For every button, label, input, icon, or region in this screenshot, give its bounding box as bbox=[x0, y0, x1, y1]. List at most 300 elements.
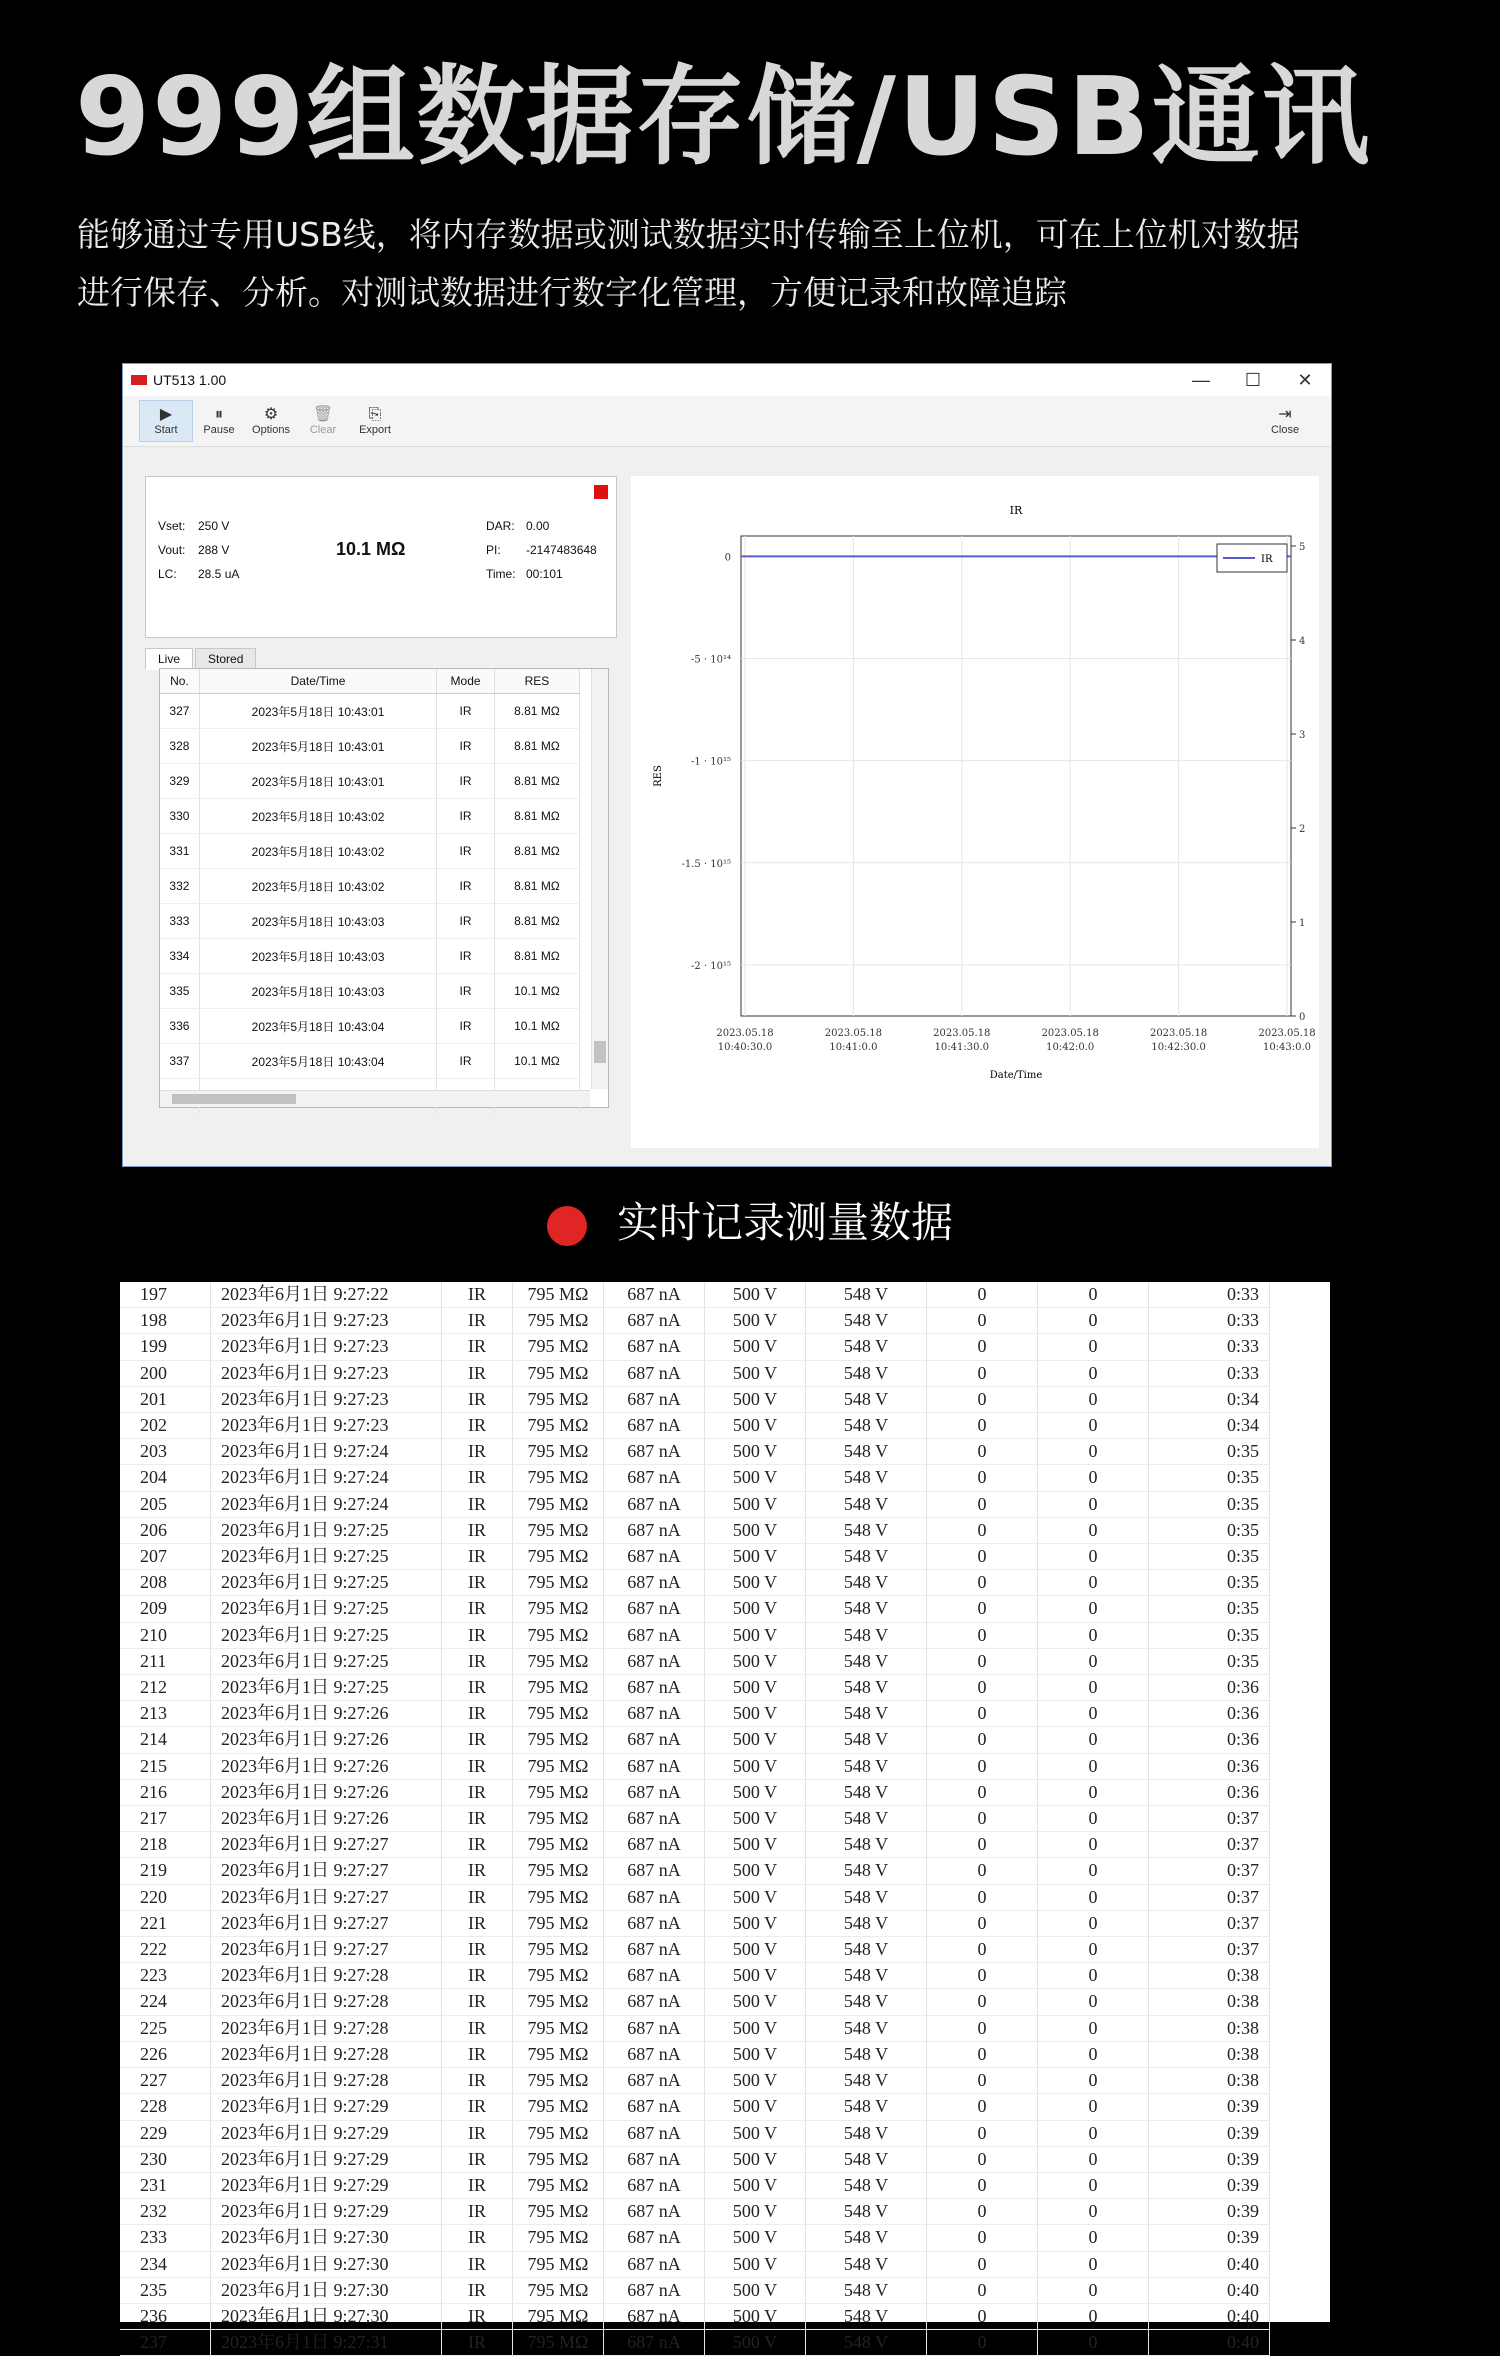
clear-button[interactable] bbox=[297, 401, 349, 441]
sheet-cell: 548 V bbox=[806, 2068, 927, 2094]
sheet-cell: 0 bbox=[927, 1308, 1038, 1334]
sheet-cell: 0 bbox=[1038, 2094, 1149, 2120]
sheet-row bbox=[120, 1701, 1270, 1727]
table-cell: 2023年5月18日 10:43:03 bbox=[199, 974, 436, 1009]
sheet-cell: IR bbox=[442, 1439, 513, 1465]
sheet-row bbox=[120, 1465, 1270, 1491]
sheet-cell: 548 V bbox=[806, 2251, 927, 2277]
table-cell: 10.1 MΩ bbox=[494, 1044, 579, 1079]
sheet-cell: IR bbox=[442, 1465, 513, 1491]
tab-live[interactable]: Live bbox=[145, 648, 193, 670]
sheet-cell: 2023年6月1日 9:27:23 bbox=[211, 1308, 442, 1334]
sheet-cell: 0 bbox=[1038, 1282, 1149, 1308]
sheet-cell: 687 nA bbox=[604, 1806, 705, 1832]
horizontal-scrollbar[interactable] bbox=[160, 1090, 590, 1107]
sheet-cell: 795 MΩ bbox=[513, 1963, 604, 1989]
sheet-cell: 0:38 bbox=[1149, 2015, 1270, 2041]
pause-button[interactable] bbox=[193, 401, 245, 441]
sheet-cell: 0 bbox=[927, 1701, 1038, 1727]
sheet-cell: 0 bbox=[1038, 2146, 1149, 2172]
sheet-cell: IR bbox=[442, 1386, 513, 1412]
sheet-cell: IR bbox=[442, 2303, 513, 2329]
export-button[interactable] bbox=[349, 401, 401, 441]
sheet-cell: IR bbox=[442, 1648, 513, 1674]
sheet-cell: 0 bbox=[927, 1937, 1038, 1963]
sheet-cell: IR bbox=[442, 2146, 513, 2172]
sheet-row bbox=[120, 1884, 1270, 1910]
sheet-cell: 220 bbox=[120, 1884, 211, 1910]
sheet-cell: 0:38 bbox=[1149, 2068, 1270, 2094]
sheet-row bbox=[120, 2094, 1270, 2120]
sheet-cell: 225 bbox=[120, 2015, 211, 2041]
sheet-cell: IR bbox=[442, 1491, 513, 1517]
left-panel bbox=[145, 476, 621, 1136]
sheet-row bbox=[120, 2225, 1270, 2251]
sheet-cell: 2023年6月1日 9:27:28 bbox=[211, 2041, 442, 2067]
table-cell: IR bbox=[437, 869, 495, 904]
sheet-cell: 210 bbox=[120, 1622, 211, 1648]
sheet-cell: 208 bbox=[120, 1570, 211, 1596]
sheet-cell: 0:35 bbox=[1149, 1517, 1270, 1543]
sheet-cell: 237 bbox=[120, 2330, 211, 2356]
sheet-row bbox=[120, 1386, 1270, 1412]
sheet-cell: 198 bbox=[120, 1308, 211, 1334]
sheet-cell: 0 bbox=[927, 1544, 1038, 1570]
x-tick-time: 10:42:30.0 bbox=[1151, 1042, 1206, 1053]
sheet-row bbox=[120, 1544, 1270, 1570]
sheet-cell: 0 bbox=[927, 1517, 1038, 1543]
table-cell: IR bbox=[437, 904, 495, 939]
sheet-cell: IR bbox=[442, 1884, 513, 1910]
table-cell: 332 bbox=[160, 869, 199, 904]
sheet-cell: 0:38 bbox=[1149, 1963, 1270, 1989]
sheet-cell: 795 MΩ bbox=[513, 1570, 604, 1596]
legend-label: IR bbox=[1261, 554, 1273, 565]
sheet-cell: IR bbox=[442, 1963, 513, 1989]
sheet-cell: 0 bbox=[927, 2041, 1038, 2067]
sheet-cell: IR bbox=[442, 2120, 513, 2146]
sheet-cell: 0 bbox=[927, 1360, 1038, 1386]
record-table bbox=[120, 1282, 1270, 2356]
sheet-cell: IR bbox=[442, 2015, 513, 2041]
sheet-cell: 795 MΩ bbox=[513, 1491, 604, 1517]
sheet-cell: 500 V bbox=[705, 1648, 806, 1674]
start-button[interactable] bbox=[139, 400, 193, 442]
table-cell: IR bbox=[437, 799, 495, 834]
sheet-cell: 548 V bbox=[806, 1753, 927, 1779]
sheet-cell: 687 nA bbox=[604, 2199, 705, 2225]
sheet-cell: 0 bbox=[1038, 1727, 1149, 1753]
tab-stored[interactable]: Stored bbox=[195, 648, 256, 670]
column-header[interactable]: Mode bbox=[437, 669, 495, 694]
window-title: UT513 1.00 bbox=[153, 372, 227, 388]
sheet-cell: 687 nA bbox=[604, 1779, 705, 1805]
sheet-cell: 687 nA bbox=[604, 1334, 705, 1360]
sheet-cell: IR bbox=[442, 1753, 513, 1779]
sheet-cell: 500 V bbox=[705, 1701, 806, 1727]
table-row[interactable] bbox=[160, 729, 580, 764]
sheet-cell: 197 bbox=[120, 1282, 211, 1308]
table-cell: 328 bbox=[160, 729, 199, 764]
table-cell: 2023年5月18日 10:43:02 bbox=[199, 799, 436, 834]
sheet-cell: 500 V bbox=[705, 2120, 806, 2146]
sheet-cell: 0 bbox=[927, 1465, 1038, 1491]
sheet-cell: 0 bbox=[1038, 2120, 1149, 2146]
dar-value: 0.00 bbox=[526, 519, 550, 533]
resistance-reading: 10.1 MΩ bbox=[336, 539, 406, 559]
sheet-cell: 2023年6月1日 9:27:24 bbox=[211, 1465, 442, 1491]
sheet-cell: 2023年6月1日 9:27:29 bbox=[211, 2172, 442, 2198]
table-cell: 337 bbox=[160, 1044, 199, 1079]
sheet-row bbox=[120, 1596, 1270, 1622]
column-header[interactable]: Date/Time bbox=[199, 669, 436, 694]
description-line-2: 进行保存、分析。对测试数据进行数字化管理，方便记录和故障追踪 bbox=[77, 273, 1067, 312]
sheet-cell: 687 nA bbox=[604, 1989, 705, 2015]
sheet-cell: 0:39 bbox=[1149, 2225, 1270, 2251]
sheet-cell: 0 bbox=[1038, 1517, 1149, 1543]
table-cell: 327 bbox=[160, 694, 199, 729]
sheet-cell: 0 bbox=[927, 1570, 1038, 1596]
sheet-cell: 548 V bbox=[806, 1308, 927, 1334]
sheet-cell: 548 V bbox=[806, 1858, 927, 1884]
sheet-cell: 0:40 bbox=[1149, 2277, 1270, 2303]
table-row[interactable] bbox=[160, 904, 580, 939]
horizontal-scroll-thumb[interactable] bbox=[172, 1094, 296, 1104]
sheet-cell: 0 bbox=[927, 2277, 1038, 2303]
section-subtitle bbox=[0, 1190, 1500, 1250]
sheet-cell: 0 bbox=[927, 1334, 1038, 1360]
table-row[interactable] bbox=[160, 764, 580, 799]
close-window-button[interactable]: ✕ bbox=[1297, 369, 1313, 390]
sheet-cell: 687 nA bbox=[604, 1910, 705, 1936]
table-cell: 2023年5月18日 10:43:03 bbox=[199, 939, 436, 974]
sheet-cell: 500 V bbox=[705, 1727, 806, 1753]
sheet-cell: 230 bbox=[120, 2146, 211, 2172]
sheet-cell: 795 MΩ bbox=[513, 1832, 604, 1858]
sheet-cell: 0 bbox=[927, 1858, 1038, 1884]
sheet-cell: 548 V bbox=[806, 2146, 927, 2172]
sheet-row bbox=[120, 2068, 1270, 2094]
sheet-cell: 687 nA bbox=[604, 1439, 705, 1465]
sheet-cell: 795 MΩ bbox=[513, 2172, 604, 2198]
sheet-cell: 500 V bbox=[705, 1963, 806, 1989]
sheet-cell: 227 bbox=[120, 2068, 211, 2094]
sheet-cell: 0:37 bbox=[1149, 1884, 1270, 1910]
sheet-cell: 548 V bbox=[806, 1779, 927, 1805]
sheet-cell: 687 nA bbox=[604, 2094, 705, 2120]
sheet-row bbox=[120, 1937, 1270, 1963]
chart-panel bbox=[631, 476, 1319, 1148]
sheet-cell: 0:35 bbox=[1149, 1570, 1270, 1596]
sheet-cell: 0 bbox=[1038, 1439, 1149, 1465]
table-cell: 331 bbox=[160, 834, 199, 869]
sheet-cell: 2023年6月1日 9:27:25 bbox=[211, 1544, 442, 1570]
sheet-cell: 0 bbox=[1038, 1858, 1149, 1884]
sheet-cell: 548 V bbox=[806, 1570, 927, 1596]
sheet-row bbox=[120, 2146, 1270, 2172]
table-cell: 10.1 MΩ bbox=[494, 1009, 579, 1044]
sheet-cell: 2023年6月1日 9:27:29 bbox=[211, 2120, 442, 2146]
sheet-cell: 548 V bbox=[806, 2172, 927, 2198]
sheet-row bbox=[120, 1753, 1270, 1779]
sheet-cell: 500 V bbox=[705, 1413, 806, 1439]
sheet-cell: 548 V bbox=[806, 1727, 927, 1753]
sheet-cell: 795 MΩ bbox=[513, 2068, 604, 2094]
sheet-cell: 687 nA bbox=[604, 2303, 705, 2329]
sheet-row bbox=[120, 2303, 1270, 2329]
sheet-cell: 2023年6月1日 9:27:28 bbox=[211, 1963, 442, 1989]
sheet-cell: 231 bbox=[120, 2172, 211, 2198]
sheet-cell: 202 bbox=[120, 1413, 211, 1439]
sheet-cell: 687 nA bbox=[604, 1282, 705, 1308]
sheet-cell: 207 bbox=[120, 1544, 211, 1570]
sheet-cell: 795 MΩ bbox=[513, 1360, 604, 1386]
sheet-cell: 0:39 bbox=[1149, 2146, 1270, 2172]
sheet-cell: 500 V bbox=[705, 2146, 806, 2172]
sheet-cell: 0 bbox=[927, 1884, 1038, 1910]
sheet-row bbox=[120, 1439, 1270, 1465]
sheet-cell: 0 bbox=[927, 1753, 1038, 1779]
sheet-cell: 0 bbox=[1038, 1884, 1149, 1910]
sheet-cell: 2023年6月1日 9:27:27 bbox=[211, 1910, 442, 1936]
sheet-cell: 0:39 bbox=[1149, 2199, 1270, 2225]
sheet-cell: 0 bbox=[927, 1910, 1038, 1936]
sheet-row bbox=[120, 1308, 1270, 1334]
table-cell: 8.81 MΩ bbox=[494, 939, 579, 974]
sheet-cell: 500 V bbox=[705, 1596, 806, 1622]
plot-area bbox=[741, 536, 1291, 1016]
sheet-cell: IR bbox=[442, 1858, 513, 1884]
sheet-cell: 500 V bbox=[705, 1386, 806, 1412]
sheet-cell: 0 bbox=[1038, 1779, 1149, 1805]
sheet-cell: 0 bbox=[1038, 2330, 1149, 2356]
sheet-row bbox=[120, 1491, 1270, 1517]
sheet-cell: 0 bbox=[1038, 2172, 1149, 2198]
sheet-cell: 795 MΩ bbox=[513, 1910, 604, 1936]
sheet-cell: 0 bbox=[927, 1491, 1038, 1517]
table-cell: 329 bbox=[160, 764, 199, 799]
page-headline: 999组数据存储/USB通讯 bbox=[75, 55, 1372, 180]
sheet-cell: 548 V bbox=[806, 2041, 927, 2067]
sheet-cell: 795 MΩ bbox=[513, 1465, 604, 1491]
sheet-cell: 500 V bbox=[705, 1570, 806, 1596]
sheet-cell: 0:40 bbox=[1149, 2251, 1270, 2277]
sheet-row bbox=[120, 1858, 1270, 1884]
sheet-cell: 548 V bbox=[806, 1596, 927, 1622]
sheet-cell: 2023年6月1日 9:27:31 bbox=[211, 2330, 442, 2356]
sheet-cell: 687 nA bbox=[604, 1832, 705, 1858]
sheet-row bbox=[120, 2015, 1270, 2041]
vout-label: Vout: bbox=[158, 543, 186, 557]
table-row[interactable] bbox=[160, 974, 580, 1009]
x-tick-time: 10:42:0.0 bbox=[1046, 1042, 1095, 1053]
sheet-cell: IR bbox=[442, 1570, 513, 1596]
sheet-cell: 0 bbox=[927, 2120, 1038, 2146]
sheet-cell: 500 V bbox=[705, 2199, 806, 2225]
sheet-cell: 0:37 bbox=[1149, 1937, 1270, 1963]
column-header[interactable]: No. bbox=[160, 669, 199, 694]
sheet-cell: 2023年6月1日 9:27:25 bbox=[211, 1648, 442, 1674]
sheet-row bbox=[120, 1779, 1270, 1805]
sheet-cell: 233 bbox=[120, 2225, 211, 2251]
sheet-cell: 687 nA bbox=[604, 1360, 705, 1386]
maximize-button[interactable]: ☐ bbox=[1244, 369, 1262, 390]
sheet-cell: 0 bbox=[1038, 1386, 1149, 1412]
vertical-scroll-thumb[interactable] bbox=[594, 1041, 606, 1063]
sheet-cell: 795 MΩ bbox=[513, 1596, 604, 1622]
table-row[interactable] bbox=[160, 694, 580, 729]
table-cell: IR bbox=[437, 694, 495, 729]
sheet-cell: 687 nA bbox=[604, 2015, 705, 2041]
sheet-cell: 500 V bbox=[705, 1884, 806, 1910]
sheet-cell: 209 bbox=[120, 1596, 211, 1622]
close-app-button[interactable] bbox=[1259, 401, 1311, 441]
sheet-cell: 0 bbox=[1038, 1596, 1149, 1622]
sheet-cell: 500 V bbox=[705, 2251, 806, 2277]
sheet-cell: 2023年6月1日 9:27:22 bbox=[211, 1282, 442, 1308]
sheet-cell: IR bbox=[442, 1334, 513, 1360]
sheet-cell: 0:35 bbox=[1149, 1622, 1270, 1648]
sheet-cell: 0:33 bbox=[1149, 1334, 1270, 1360]
minimize-button[interactable]: — bbox=[1192, 369, 1210, 390]
sheet-cell: 2023年6月1日 9:27:25 bbox=[211, 1596, 442, 1622]
sheet-cell: 0 bbox=[1038, 1570, 1149, 1596]
sheet-cell: 0 bbox=[1038, 1491, 1149, 1517]
sheet-cell: 687 nA bbox=[604, 1308, 705, 1334]
table-row[interactable] bbox=[160, 939, 580, 974]
sheet-cell: 500 V bbox=[705, 2068, 806, 2094]
table-row[interactable] bbox=[160, 834, 580, 869]
sheet-cell: 687 nA bbox=[604, 1596, 705, 1622]
toolbar bbox=[123, 396, 1331, 447]
sheet-cell: 2023年6月1日 9:27:27 bbox=[211, 1884, 442, 1910]
table-cell: 2023年5月18日 10:43:03 bbox=[199, 904, 436, 939]
trash-icon: 🗑 bbox=[312, 406, 334, 423]
sheet-cell: 795 MΩ bbox=[513, 2303, 604, 2329]
close-label: Close bbox=[1270, 424, 1300, 436]
sheet-cell: 0:35 bbox=[1149, 1596, 1270, 1622]
sheet-cell: IR bbox=[442, 2330, 513, 2356]
y-tick-label: -1 · 10¹⁵ bbox=[690, 756, 731, 768]
sheet-cell: 0:36 bbox=[1149, 1675, 1270, 1701]
sheet-cell: 0 bbox=[1038, 1648, 1149, 1674]
table-cell: 334 bbox=[160, 939, 199, 974]
table-cell: 8.81 MΩ bbox=[494, 694, 579, 729]
sheet-cell: 0:39 bbox=[1149, 2172, 1270, 2198]
sheet-cell: 500 V bbox=[705, 1544, 806, 1570]
sheet-cell: 548 V bbox=[806, 1701, 927, 1727]
sheet-cell: 213 bbox=[120, 1701, 211, 1727]
sheet-cell: 0:36 bbox=[1149, 1753, 1270, 1779]
sheet-cell: 795 MΩ bbox=[513, 1648, 604, 1674]
sheet-cell: IR bbox=[442, 2277, 513, 2303]
sheet-cell: 0:35 bbox=[1149, 1491, 1270, 1517]
sheet-cell: 0 bbox=[1038, 1465, 1149, 1491]
table-row[interactable] bbox=[160, 1009, 580, 1044]
sheet-cell: 548 V bbox=[806, 1884, 927, 1910]
sheet-cell: 795 MΩ bbox=[513, 1517, 604, 1543]
sheet-cell: 0 bbox=[1038, 1989, 1149, 2015]
sheet-cell: 0:39 bbox=[1149, 2094, 1270, 2120]
x-tick-date: 2023.05.18 bbox=[824, 1028, 883, 1039]
sheet-cell: 0 bbox=[927, 2094, 1038, 2120]
sheet-cell: 0:35 bbox=[1149, 1465, 1270, 1491]
sheet-cell: 795 MΩ bbox=[513, 2330, 604, 2356]
table-cell: 2023年5月18日 10:43:04 bbox=[199, 1044, 436, 1079]
sheet-cell: 2023年6月1日 9:27:26 bbox=[211, 1753, 442, 1779]
sheet-cell: 795 MΩ bbox=[513, 1544, 604, 1570]
dar-label: DAR: bbox=[486, 519, 515, 533]
vset-value: 250 V bbox=[198, 519, 230, 533]
sheet-cell: 795 MΩ bbox=[513, 2225, 604, 2251]
sheet-cell: 500 V bbox=[705, 1937, 806, 1963]
sheet-cell: 548 V bbox=[806, 1334, 927, 1360]
sheet-cell: 795 MΩ bbox=[513, 2015, 604, 2041]
sheet-cell: IR bbox=[442, 1544, 513, 1570]
sheet-cell: 0 bbox=[927, 1727, 1038, 1753]
sheet-cell: 0:36 bbox=[1149, 1727, 1270, 1753]
sheet-cell: 0 bbox=[1038, 2068, 1149, 2094]
sheet-cell: 0 bbox=[1038, 1701, 1149, 1727]
sheet-row bbox=[120, 1832, 1270, 1858]
live-data-table bbox=[160, 669, 580, 1114]
sheet-cell: 203 bbox=[120, 1439, 211, 1465]
sheet-cell: 687 nA bbox=[604, 1544, 705, 1570]
sheet-cell: IR bbox=[442, 2251, 513, 2277]
sheet-cell: 222 bbox=[120, 1937, 211, 1963]
sheet-cell: 2023年6月1日 9:27:27 bbox=[211, 1832, 442, 1858]
options-button[interactable] bbox=[245, 401, 297, 441]
sheet-cell: IR bbox=[442, 1779, 513, 1805]
sheet-cell: 500 V bbox=[705, 1308, 806, 1334]
sheet-cell: 212 bbox=[120, 1675, 211, 1701]
table-cell: 8.81 MΩ bbox=[494, 869, 579, 904]
table-row[interactable] bbox=[160, 869, 580, 904]
sheet-cell: 548 V bbox=[806, 2094, 927, 2120]
sheet-row bbox=[120, 1334, 1270, 1360]
pause-label: Pause bbox=[203, 424, 235, 436]
sheet-cell: 0:40 bbox=[1149, 2330, 1270, 2356]
column-header[interactable]: RES bbox=[494, 669, 579, 694]
sheet-cell: 548 V bbox=[806, 1937, 927, 1963]
table-cell: IR bbox=[437, 729, 495, 764]
table-cell: 2023年5月18日 10:43:01 bbox=[199, 694, 436, 729]
table-row[interactable] bbox=[160, 1044, 580, 1079]
ir-chart bbox=[631, 476, 1319, 1148]
sheet-cell: 0 bbox=[927, 2146, 1038, 2172]
sheet-cell: 795 MΩ bbox=[513, 1727, 604, 1753]
sheet-cell: 795 MΩ bbox=[513, 1622, 604, 1648]
sheet-cell: 687 nA bbox=[604, 1858, 705, 1884]
sheet-cell: 0:33 bbox=[1149, 1282, 1270, 1308]
sheet-cell: 0 bbox=[1038, 1334, 1149, 1360]
table-row[interactable] bbox=[160, 799, 580, 834]
sheet-cell: 795 MΩ bbox=[513, 2094, 604, 2120]
readout-panel bbox=[145, 476, 617, 638]
sheet-cell: 500 V bbox=[705, 2225, 806, 2251]
table-cell: 8.81 MΩ bbox=[494, 834, 579, 869]
x-axis-label: Date/Time bbox=[989, 1070, 1043, 1081]
sheet-cell: 687 nA bbox=[604, 2120, 705, 2146]
sheet-row bbox=[120, 1360, 1270, 1386]
sheet-cell: 0:37 bbox=[1149, 1858, 1270, 1884]
vertical-scrollbar[interactable] bbox=[591, 669, 608, 1089]
sheet-cell: 500 V bbox=[705, 2041, 806, 2067]
sheet-cell: 548 V bbox=[806, 1648, 927, 1674]
sheet-cell: 0 bbox=[1038, 1308, 1149, 1334]
sheet-cell: 0 bbox=[927, 1832, 1038, 1858]
sheet-cell: 0 bbox=[1038, 1937, 1149, 1963]
